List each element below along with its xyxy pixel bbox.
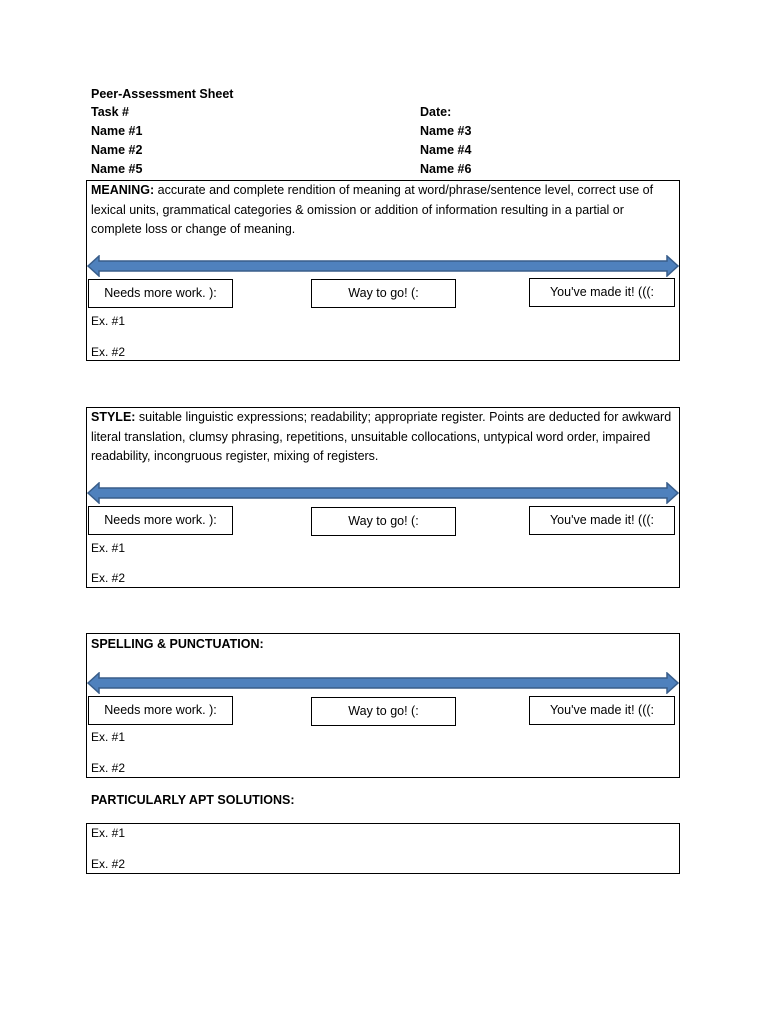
rating-scale-arrow <box>87 672 679 694</box>
rating-needs-more-work[interactable]: Needs more work. ): <box>88 279 233 308</box>
example-1-label: Ex. #1 <box>91 314 126 328</box>
example-1-label: Ex. #1 <box>91 730 126 744</box>
name1-label: Name #1 <box>91 124 143 138</box>
sheet-title: Peer-Assessment Sheet <box>91 87 234 101</box>
rating-needs-more-work[interactable]: Needs more work. ): <box>88 696 233 725</box>
example-2-label: Ex. #2 <box>91 761 126 775</box>
style-text: suitable linguistic expressions; readability; appropriate register. Points are deducted for awkward literal translation, clumsy phrasing, repetitions, unsuitable collocations, untypical word order, impaired readability, incongruous register, mixing of registers. <box>91 410 672 463</box>
spelling-label: SPELLING & PUNCTUATION: <box>91 637 264 651</box>
name2-label: Name #2 <box>91 143 143 157</box>
style-description <box>91 408 677 467</box>
task-label: Task # <box>91 105 129 119</box>
example-2-label: Ex. #2 <box>91 345 126 359</box>
date-label: Date: <box>420 105 452 119</box>
apt-solutions-label: PARTICULARLY APT SOLUTIONS: <box>91 793 295 807</box>
example-2-label: Ex. #2 <box>91 571 126 585</box>
rating-scale-arrow <box>87 255 679 277</box>
spelling-section <box>86 633 680 778</box>
name5-label: Name #5 <box>91 162 143 176</box>
example-1-label: Ex. #1 <box>91 826 126 840</box>
style-section <box>86 407 680 588</box>
name6-label: Name #6 <box>420 162 472 176</box>
meaning-text: accurate and complete rendition of meaning at word/phrase/sentence level, correct use of lexical units, grammatical categories & omission or addition of information resulting in a partial or complete loss or change of meaning. <box>91 183 654 236</box>
meaning-section <box>86 180 680 361</box>
rating-way-to-go[interactable]: Way to go! (: <box>311 507 456 536</box>
example-1-label: Ex. #1 <box>91 541 126 555</box>
meaning-label: MEANING: <box>91 183 155 197</box>
name4-label: Name #4 <box>420 143 472 157</box>
spelling-description <box>91 635 677 655</box>
rating-made-it[interactable]: You've made it! (((: <box>529 696 675 725</box>
apt-solutions-section <box>86 823 680 874</box>
rating-made-it[interactable]: You've made it! (((: <box>529 278 675 307</box>
rating-way-to-go[interactable]: Way to go! (: <box>311 279 456 308</box>
example-2-label: Ex. #2 <box>91 857 126 871</box>
rating-scale-arrow <box>87 482 679 504</box>
rating-made-it[interactable]: You've made it! (((: <box>529 506 675 535</box>
style-label: STYLE: <box>91 410 136 424</box>
rating-needs-more-work[interactable]: Needs more work. ): <box>88 506 233 535</box>
name3-label: Name #3 <box>420 124 472 138</box>
meaning-description <box>91 181 677 240</box>
rating-way-to-go[interactable]: Way to go! (: <box>311 697 456 726</box>
